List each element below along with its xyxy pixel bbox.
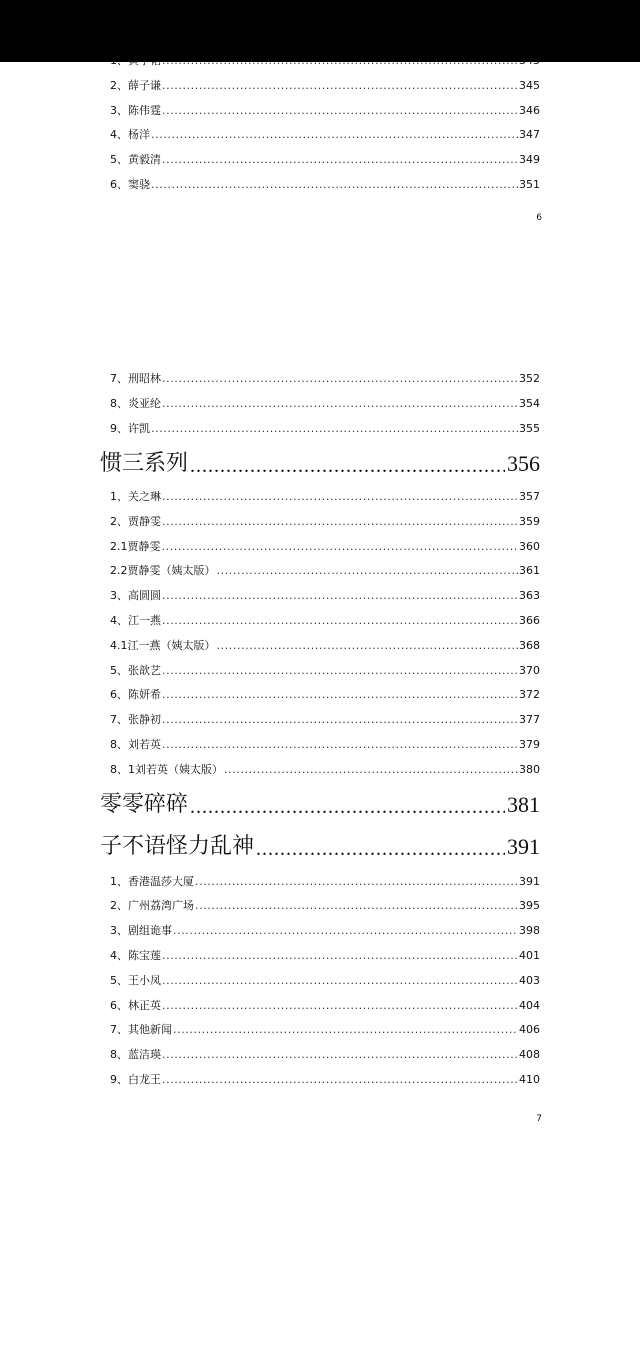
- toc-leader-dots: [162, 713, 518, 727]
- toc-leader-dots: [162, 397, 518, 411]
- toc-section-heading[interactable]: [100, 827, 540, 861]
- toc-entry[interactable]: [110, 711, 540, 727]
- toc-entry-page: 349: [519, 153, 540, 166]
- toc-entry-label: 2、贾静雯: [110, 515, 161, 528]
- toc-entry[interactable]: [110, 873, 540, 889]
- toc-leader-dots: [162, 104, 518, 118]
- toc-entry-page: 370: [519, 664, 540, 677]
- toc-leader-dots: [162, 589, 518, 603]
- toc-entry-page: 391: [519, 875, 540, 888]
- toc-entry[interactable]: [110, 77, 540, 93]
- toc-entry-page: 359: [519, 515, 540, 528]
- toc-entry-label: 8、1刘若英（姨太版）: [110, 763, 223, 776]
- toc-entry-page: 345: [519, 79, 540, 92]
- toc-entry-label: 1、香港温莎大厦: [110, 875, 194, 888]
- toc-entry-label: 9、许凯: [110, 422, 150, 435]
- toc-entry-page: 347: [519, 128, 540, 141]
- section-page: 391: [507, 834, 540, 859]
- toc-entry-label: 8、刘若英: [110, 738, 161, 751]
- toc-leader-dots: [162, 664, 518, 678]
- toc-entry[interactable]: [110, 922, 540, 938]
- toc-entry-label: 2、薛子谦: [110, 79, 161, 92]
- toc-leader-dots: [151, 128, 518, 142]
- top-black-bar-overlay: [0, 0, 640, 62]
- toc-entry[interactable]: [110, 587, 540, 603]
- toc-entry-page: 404: [519, 999, 540, 1012]
- section-title: 子不语怪力乱神: [100, 834, 255, 859]
- toc-leader-dots: [162, 1048, 518, 1062]
- toc-entry[interactable]: [110, 370, 540, 386]
- section-page: 381: [507, 792, 540, 817]
- toc-entry-label: 2、广州荔湾广场: [110, 899, 194, 912]
- section-title: 零零碎碎: [100, 792, 189, 817]
- toc-entry[interactable]: [110, 686, 540, 702]
- toc-entry[interactable]: [110, 1021, 540, 1037]
- toc-entry-label: 4.1江一燕（姨太版）: [110, 639, 216, 652]
- toc-entry-label: 6、陈妍希: [110, 688, 161, 701]
- toc-entry[interactable]: [110, 662, 540, 678]
- toc-entry[interactable]: [110, 1046, 540, 1062]
- toc-entry-label: 8、炎亚纶: [110, 397, 161, 410]
- toc-entry[interactable]: [110, 538, 540, 554]
- toc-entry-label: 7、其他新闻: [110, 1023, 172, 1036]
- toc-entry-label: 1、关之琳: [110, 490, 161, 503]
- toc-leader-dots: [162, 490, 518, 504]
- toc-entry[interactable]: [110, 997, 540, 1013]
- toc-entry-page: 398: [519, 924, 540, 937]
- toc-entry[interactable]: [110, 897, 540, 913]
- toc-entry-page: 360: [519, 540, 540, 553]
- toc-entry-label: 4、杨洋: [110, 128, 150, 141]
- toc-entry-page: 380: [519, 763, 540, 776]
- toc-entry[interactable]: [110, 488, 540, 504]
- toc-entry[interactable]: [110, 126, 540, 142]
- toc-entry-page: 366: [519, 614, 540, 627]
- section-leader-dots: [190, 793, 505, 819]
- toc-entry-page: 355: [519, 422, 540, 435]
- toc-entry[interactable]: [110, 562, 540, 578]
- toc-section-heading[interactable]: [100, 785, 540, 819]
- toc-entry-page: 401: [519, 949, 540, 962]
- toc-leader-dots: [162, 79, 518, 93]
- toc-entry[interactable]: [110, 513, 540, 529]
- toc-entry-page: 372: [519, 688, 540, 701]
- toc-entry-label: 4、陈宝莲: [110, 949, 161, 962]
- toc-entry-page: 377: [519, 713, 540, 726]
- section-page: 356: [507, 451, 540, 476]
- toc-entry-page: 354: [519, 397, 540, 410]
- toc-entry-label: 3、高圆圆: [110, 589, 161, 602]
- toc-leader-dots: [217, 564, 519, 578]
- toc-leader-dots: [162, 949, 518, 963]
- toc-entry[interactable]: [110, 176, 540, 192]
- toc-entry-page: 395: [519, 899, 540, 912]
- toc-entry-label: 5、张歆艺: [110, 664, 161, 677]
- toc-leader-dots: [217, 639, 519, 653]
- toc-leader-dots: [162, 999, 518, 1013]
- toc-leader-dots: [162, 515, 518, 529]
- toc-entry-page: 352: [519, 372, 540, 385]
- toc-leader-dots: [162, 540, 519, 554]
- section-leader-dots: [190, 452, 505, 478]
- toc-entry-page: 351: [519, 178, 540, 191]
- toc-entry-label: 8、蓝洁瑛: [110, 1048, 161, 1061]
- toc-entry[interactable]: [110, 395, 540, 411]
- toc-entry-label: 3、陈伟霆: [110, 104, 161, 117]
- toc-entry-page: 368: [519, 639, 540, 652]
- toc-entry-page: 357: [519, 490, 540, 503]
- toc-entry-label: 7、张静初: [110, 713, 161, 726]
- toc-section-heading[interactable]: [100, 444, 540, 478]
- toc-entry-label: 4、江一燕: [110, 614, 161, 627]
- toc-entry-label: 2.2贾静雯（姨太版）: [110, 564, 216, 577]
- toc-entry[interactable]: [110, 1071, 540, 1087]
- toc-entry-page: 361: [519, 564, 540, 577]
- toc-entry[interactable]: [110, 637, 540, 653]
- toc-entry-page: 346: [519, 104, 540, 117]
- toc-entry[interactable]: [110, 972, 540, 988]
- toc-entry-label: 7、刑昭林: [110, 372, 161, 385]
- toc-entry-page: 406: [519, 1023, 540, 1036]
- toc-entry[interactable]: [110, 736, 540, 752]
- toc-leader-dots: [224, 763, 518, 777]
- toc-entry-label: 9、白龙王: [110, 1073, 161, 1086]
- toc-entry-page: 408: [519, 1048, 540, 1061]
- toc-entry-page: 379: [519, 738, 540, 751]
- toc-leader-dots: [162, 372, 518, 386]
- toc-leader-dots: [162, 1073, 518, 1087]
- toc-leader-dots: [173, 924, 518, 938]
- toc-leader-dots: [151, 178, 518, 192]
- toc-entry[interactable]: [110, 151, 540, 167]
- toc-leader-dots: [195, 875, 518, 889]
- toc-entry-label: 6、窦骁: [110, 178, 150, 191]
- toc-entry-label: 5、王小凤: [110, 974, 161, 987]
- toc-entry[interactable]: [110, 947, 540, 963]
- toc-leader-dots: [162, 688, 518, 702]
- toc-entry[interactable]: [110, 102, 540, 118]
- toc-entry-label: 6、林正英: [110, 999, 161, 1012]
- toc-leader-dots: [162, 614, 518, 628]
- section-title: 惯三系列: [100, 451, 189, 476]
- toc-entry-label: 2.1贾静雯: [110, 540, 161, 553]
- toc-entry-page: 403: [519, 974, 540, 987]
- toc-entry[interactable]: [110, 612, 540, 628]
- page-number: 6: [536, 213, 542, 223]
- toc-entry[interactable]: [110, 420, 540, 436]
- toc-entry-page: 363: [519, 589, 540, 602]
- toc-leader-dots: [195, 899, 518, 913]
- toc-leader-dots: [162, 738, 518, 752]
- toc-leader-dots: [173, 1023, 518, 1037]
- toc-entry[interactable]: [110, 761, 540, 777]
- page-number: 7: [536, 1114, 542, 1124]
- toc-entry-label: 5、黄毅清: [110, 153, 161, 166]
- toc-leader-dots: [162, 974, 518, 988]
- toc-entry-label: 3、剧组诡事: [110, 924, 172, 937]
- toc-entry-page: 410: [519, 1073, 540, 1086]
- section-leader-dots: [256, 835, 505, 861]
- toc-leader-dots: [162, 153, 518, 167]
- toc-leader-dots: [151, 422, 518, 436]
